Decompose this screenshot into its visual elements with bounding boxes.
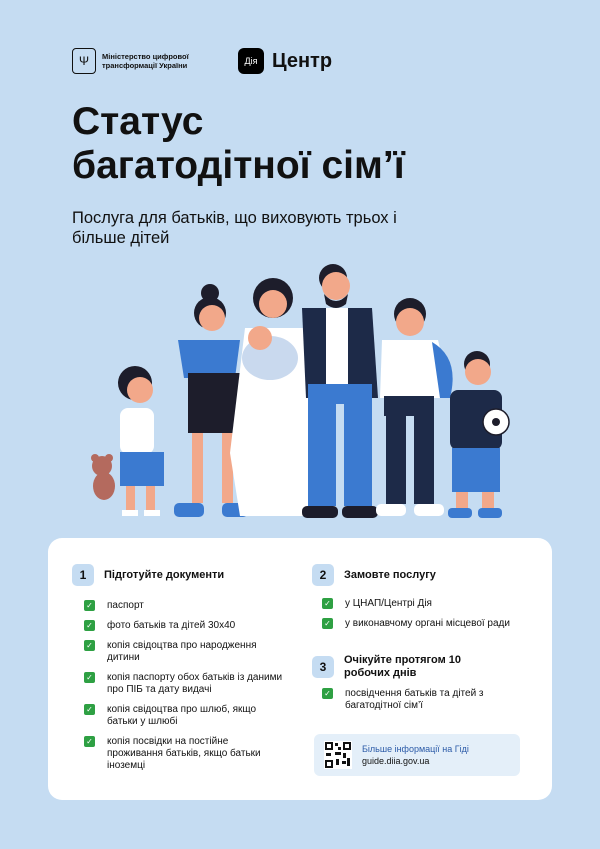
check-icon: ✓ xyxy=(322,618,333,629)
list-item: ✓ копія свідоцтва про народження дитини xyxy=(84,640,284,664)
step-3-label: Очікуйте протягом 10 робочих днів xyxy=(344,654,461,679)
more-info-link[interactable]: Більше інформації на Гіді xyxy=(362,744,469,754)
check-icon: ✓ xyxy=(84,704,95,715)
soccer-ball-icon xyxy=(483,409,509,435)
family-illustration xyxy=(80,258,540,524)
list-item: ✓ у виконавчому органі місцевої ради xyxy=(322,618,542,630)
check-icon: ✓ xyxy=(84,672,95,683)
list-item: ✓ копія паспорту обох батьків із даними про ПІБ та дату видачі xyxy=(84,672,284,696)
diia-logo-icon: Дія xyxy=(238,48,264,74)
ministry-name: Міністерство цифрової трансформації України xyxy=(102,52,189,70)
order-places-list xyxy=(322,598,542,638)
teddy-bear-icon xyxy=(91,454,115,500)
girl-figure xyxy=(118,366,164,516)
trident-icon: Ψ xyxy=(72,48,96,74)
step-2 xyxy=(312,564,436,586)
list-item: ✓ посвідчення батьків та дітей з багатодітної сім’ї xyxy=(322,688,542,712)
result-list xyxy=(322,688,542,720)
page-title xyxy=(72,100,405,188)
step-2-label: Замовте послугу xyxy=(344,568,436,581)
title-line-1: Статус xyxy=(72,100,204,143)
documents-list xyxy=(84,600,284,780)
list-item: ✓ фото батьків та дітей 30х40 xyxy=(84,620,284,632)
step-3 xyxy=(312,654,474,680)
header xyxy=(72,48,332,74)
guide-url[interactable]: guide.diia.gov.ua xyxy=(362,756,430,766)
check-icon: ✓ xyxy=(84,736,95,747)
check-icon: ✓ xyxy=(84,640,95,651)
steps-card xyxy=(48,538,552,800)
step-2-number: 2 xyxy=(312,564,334,586)
step-1 xyxy=(72,564,224,586)
list-item: ✓ копія свідоцтва про шлюб, якщо батьки у шлюбі xyxy=(84,704,284,728)
father-figure xyxy=(302,264,378,518)
list-item: ✓ паспорт xyxy=(84,600,284,612)
subtitle: Послуга для батьків, що виховують трьох і більше дітей xyxy=(72,209,397,247)
step-1-number: 1 xyxy=(72,564,94,586)
check-icon: ✓ xyxy=(322,688,333,699)
list-item: ✓ копія посвідки на постійне проживання батьків, якщо батьки іноземці xyxy=(84,736,284,772)
step-1-label: Підготуйте документи xyxy=(104,568,225,581)
ministry-logo xyxy=(72,48,220,74)
check-icon: ✓ xyxy=(84,600,95,611)
title-line-2: багатодітної сім’ї xyxy=(72,144,405,187)
diia-center-logo xyxy=(238,48,332,74)
center-label: Центр xyxy=(272,49,333,72)
check-icon: ✓ xyxy=(84,620,95,631)
info-text xyxy=(362,743,469,767)
check-icon: ✓ xyxy=(322,598,333,609)
teen-boy-figure xyxy=(376,298,453,516)
qr-code-icon xyxy=(324,741,352,769)
step-3-number: 3 xyxy=(312,656,334,678)
more-info-box[interactable] xyxy=(314,734,520,776)
list-item: ✓ у ЦНАП/Центрі Дія xyxy=(322,598,542,610)
